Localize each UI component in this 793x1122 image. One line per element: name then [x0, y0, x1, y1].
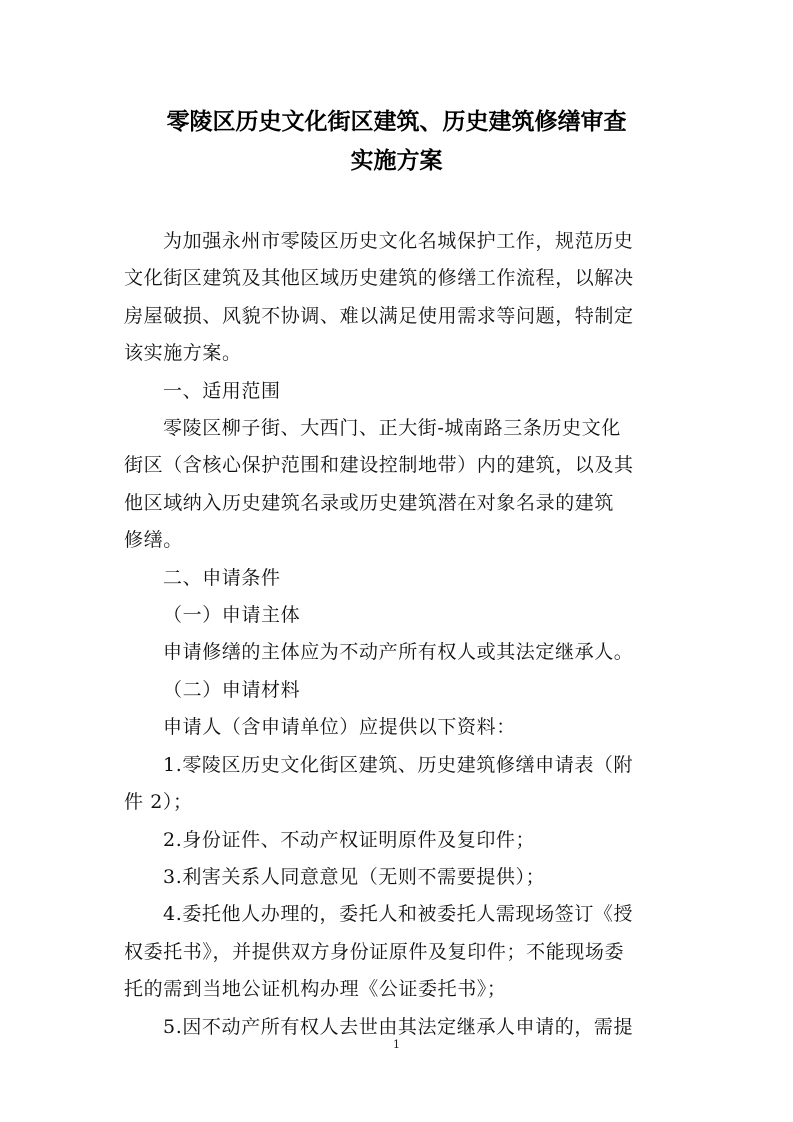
document-body [124, 223, 672, 1046]
document-title-line-1: 零陵区历史文化街区建筑、历史建筑修缮审查 [166, 109, 627, 135]
list-item-line: 2.身份证件、不动产权证明原件及复印件； [163, 828, 536, 851]
paragraph-line: 为加强永州市零陵区历史文化名城保护工作，规范历史 [163, 230, 634, 252]
paragraph-line: 申请修缮的主体应为不动产所有权人或其法定继承人。 [163, 641, 634, 664]
list-item-line: 权委托书》，并提供双方身份证原件及复印件；不能现场委 [124, 940, 625, 963]
list-item-line: 5.因不动产所有权人去世由其法定继承人申请的，需提 [163, 1015, 634, 1038]
page-number: 1 [393, 1038, 400, 1051]
section-heading-scope: 一、适用范围 [163, 379, 281, 402]
paragraph-line: 他区域纳入历史建筑名录或历史建筑潜在对象名录的建筑 [124, 491, 615, 514]
paragraph-line: 修缮。 [124, 529, 183, 552]
list-item-line: 1.零陵区历史文化街区建筑、历史建筑修缮申请表（附 [163, 753, 634, 776]
document-title-line-2: 实施方案 [350, 148, 443, 174]
subsection-heading-materials: （二）申请材料 [163, 678, 301, 701]
list-item-line: 4.委托他人办理的，委托人和被委托人需现场签订《授 [163, 903, 634, 926]
paragraph-line: 文化街区建筑及其他区域历史建筑的修缮工作流程，以解决 [124, 267, 634, 290]
paragraph-line: 申请人（含申请单位）应提供以下资料： [163, 716, 516, 739]
subsection-heading-applicant: （一）申请主体 [163, 604, 301, 627]
paragraph-line: 该实施方案。 [124, 342, 242, 365]
section-heading-conditions: 二、申请条件 [163, 566, 281, 589]
list-item-line: 托的需到当地公证机构办理《公证委托书》； [124, 978, 507, 1001]
paragraph-line: 房屋破损、风貌不协调、难以满足使用需求等问题，特制定 [124, 304, 634, 327]
list-item-line: 件 2）； [124, 791, 193, 814]
paragraph-line: 零陵区柳子街、大西门、正大街-城南路三条历史文化 [163, 417, 621, 440]
paragraph-line: 街区（含核心保护范围和建设控制地带）内的建筑，以及其 [124, 454, 634, 477]
list-item-line: 3.利害关系人同意意见（无则不需要提供）； [163, 865, 546, 888]
